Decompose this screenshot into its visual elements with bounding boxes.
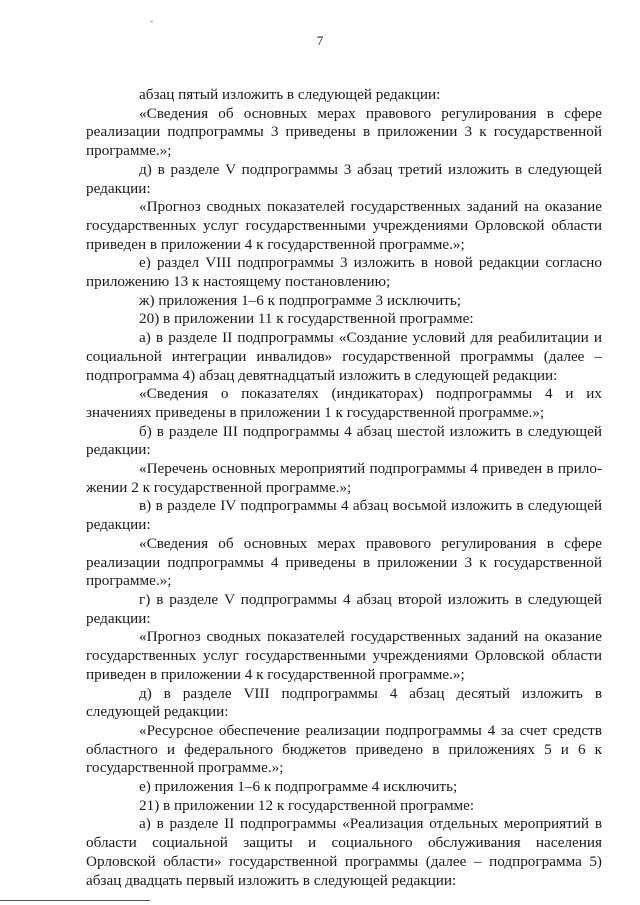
paragraph: «Прогноз сводных показателей государственных заданий на оказание государственных услуг государственными учреждениями Орловской области приведен в приложении 4 к государственной программе.»; xyxy=(86,198,602,253)
paragraph: ж) приложения 1–6 к подпрограмме 3 исключить; xyxy=(139,291,461,309)
paragraph: «Сведения о показателях (индикаторах) подпрограммы 4 и их значениях приведены в приложении 1 к государственной программе.»; xyxy=(86,385,602,421)
paragraph: «Перечень основных мероприятий подпрограммы 4 приведен в приложении 2 к государственной программе.»; xyxy=(86,460,602,496)
paragraph: абзац пятый изложить в следующей редакции: xyxy=(139,86,441,103)
paragraph: «Прогноз сводных показателей государственных заданий на оказание государственных услуг государственными учреждениями Орловской области приведен в приложении 4 к государственной программе.»; xyxy=(86,628,602,683)
paragraph: а) в разделе II подпрограммы «Реализация отдельных мероприятий в области социальной защиты и социального обслуживания населения Орловской области» государственной программы (далее – подпрограмма 5) абзац двадцать первый изложить в следующей редакции: xyxy=(86,815,602,889)
paragraph: «Ресурсное обеспечение реализации подпрограммы 4 за счет средств областного и федерального бюджетов приведено в приложениях 5 и 6 к государственной программе.»; xyxy=(86,721,602,777)
paragraph: е) раздел VIII подпрограммы 3 изложить в новой редакции согласно приложению 13 к настоящему постановлению; xyxy=(86,254,602,291)
paragraph: д) в разделе VIII подпрограммы 4 абзац десятый изложить в следующей редакции: xyxy=(86,684,602,721)
paragraph: «Сведения об основных мерах правового регулирования в сфере реализации подпрограммы 3 приведены в приложении 3 к государственной программе.»; xyxy=(86,104,602,160)
paragraph: а) в разделе II подпрограммы «Создание условий для реабилитации и социальной интеграции инвалидов» государственной программы (далее – подпрограмма 4) абзац девятнадцатый изложить в следующей редакции: xyxy=(86,329,602,384)
paragraph: «Сведения об основных мерах правового регулирования в сфере реализации подпрограммы 4 приведены в приложении 3 к государственной программе.»; xyxy=(86,534,602,590)
page-number: 7 xyxy=(316,33,324,48)
document-body xyxy=(86,86,602,890)
paragraph: г) в разделе V подпрограммы 4 абзац второй изложить в следующей редакции: xyxy=(86,590,602,627)
paragraph: 20) в приложении 11 к государственной программе: xyxy=(139,310,474,328)
paragraph: 21) в приложении 12 к государственной программе: xyxy=(139,796,475,814)
paragraph: б) в разделе III подпрограммы 4 абзац шестой изложить в следующей редакции: xyxy=(86,422,602,459)
scan-artifact xyxy=(150,20,153,23)
paragraph: в) в разделе IV подпрограммы 4 абзац восьмой изложить в следующей редакции: xyxy=(86,497,602,534)
paragraph: д) в разделе V подпрограммы 3 абзац третий изложить в следующей редакции: xyxy=(86,160,602,197)
footer-rule xyxy=(0,900,150,901)
paragraph: е) приложения 1–6 к подпрограмме 4 исключить; xyxy=(139,778,458,796)
